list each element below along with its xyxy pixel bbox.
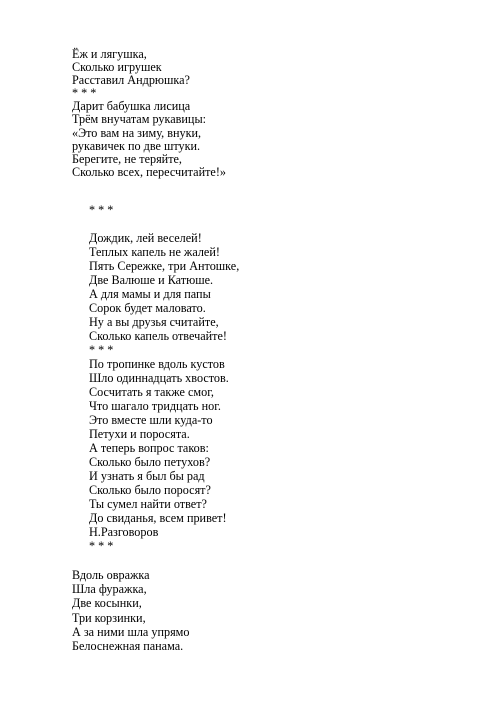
poem-line: По тропинке вдоль кустов — [89, 357, 225, 371]
poem-line: И узнать я был бы рад — [89, 469, 205, 483]
poem-line: Это вместе шли куда-то — [89, 413, 213, 427]
poem-line: Что шагало тридцать ног. — [89, 399, 221, 413]
poem-line: Ну а вы друзья считайте, — [89, 315, 219, 329]
poem-line: * * * — [72, 86, 97, 101]
poem-line: Две косынки, — [72, 596, 142, 611]
poem-line: Ты сумел найти ответ? — [89, 497, 207, 511]
poem-block-2 — [89, 203, 239, 553]
poem-line: До свиданья, всем привет! — [89, 511, 227, 525]
poem-block-1 — [72, 48, 226, 179]
poem-line: Теплых капель не жалей! — [89, 245, 220, 259]
poem-line: Сосчитать я также смог, — [89, 385, 214, 399]
poem-line: * * * — [89, 539, 114, 553]
poem-line: А теперь вопрос таков: — [89, 441, 209, 455]
poem-line: Сколько капель отвечайте! — [89, 329, 227, 343]
poem-line: Н.Разговоров — [89, 525, 159, 539]
poem-block-3 — [72, 568, 190, 653]
poem-line: «Это вам на зиму, внуки, — [72, 125, 202, 140]
poem-line — [89, 217, 239, 231]
poem-line: * * * — [89, 343, 114, 357]
poem-line: А для мамы и для папы — [89, 287, 211, 301]
poem-line: Сколько всех, пересчитайте!» — [72, 164, 226, 179]
poem-line: Дарит бабушка лисица — [72, 99, 191, 114]
poem-line: А за ними шла упрямо — [72, 624, 190, 639]
poem-line: Белоснежная панама. — [72, 638, 184, 653]
poem-line: Расставил Андрюшка? — [72, 73, 190, 88]
poem-line: Вдоль овражка — [72, 568, 150, 582]
poem-line: Берегите, не теряйте, — [72, 151, 182, 166]
poem-line: Петухи и поросята. — [89, 427, 190, 441]
poem-line: Пять Сережке, три Антошке, — [89, 259, 240, 273]
poem-line: Сорок будет маловато. — [89, 301, 206, 315]
poem-line: Трём внучатам рукавицы: — [72, 112, 207, 127]
poem-line: Шла фуражка, — [72, 582, 147, 597]
poem-line: Сколько было петухов? — [89, 455, 211, 469]
poem-line: рукавичек по две штуки. — [72, 138, 201, 153]
poem-line: Три корзинки, — [72, 610, 146, 625]
poem-line: Дождик, лей веселей! — [89, 231, 202, 245]
poem-line: * * * — [89, 203, 114, 217]
poem-line: Сколько игрушек — [72, 60, 162, 75]
poem-line: Две Валюше и Катюше. — [89, 273, 214, 287]
poem-line: Шло одиннадцать хвостов. — [89, 371, 229, 385]
poem-line: Сколько было поросят? — [89, 483, 211, 497]
poem-line: Ёж и лягушка, — [72, 47, 147, 61]
